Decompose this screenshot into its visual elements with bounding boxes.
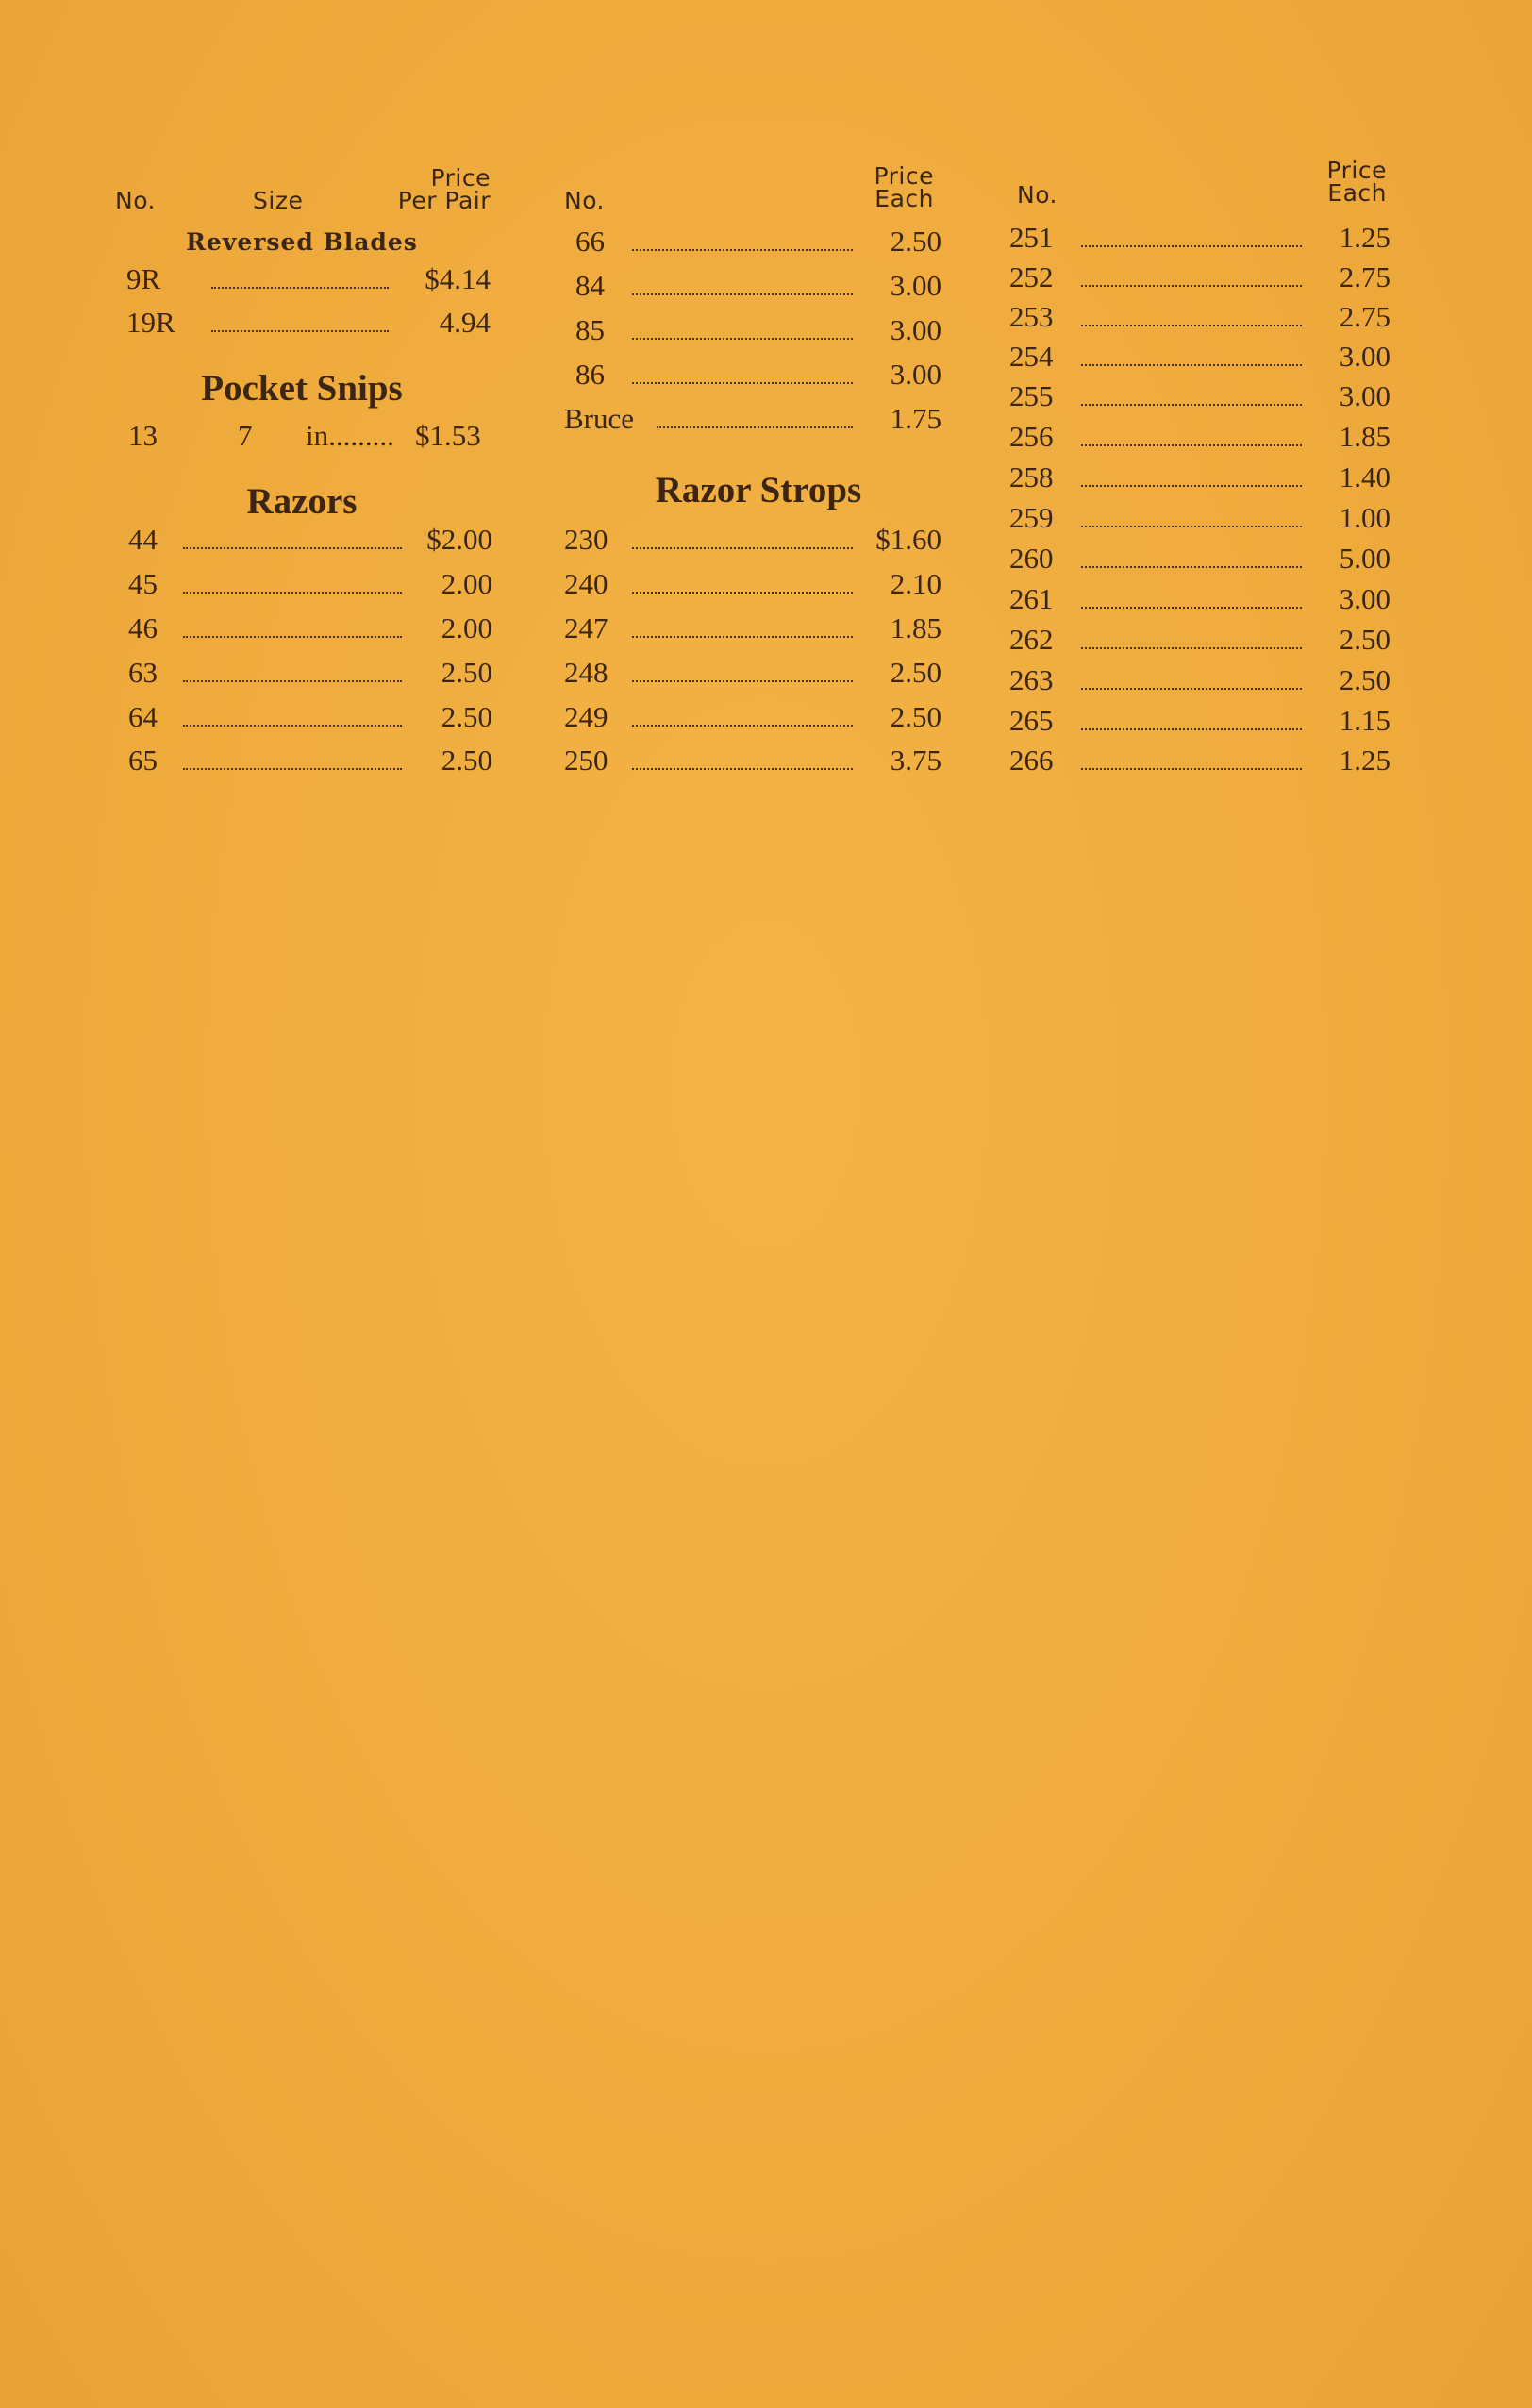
table-row xyxy=(1009,621,1390,659)
leader-dots xyxy=(632,698,853,736)
leader-dots xyxy=(183,742,402,779)
item-number: 63 xyxy=(128,656,158,689)
leader-dots xyxy=(183,654,402,692)
leader-dots xyxy=(632,654,853,692)
item-number: 84 xyxy=(575,269,605,302)
item-price: 1.00 xyxy=(1339,501,1390,534)
header-price-bottom: Each xyxy=(874,185,934,212)
leader-dots xyxy=(632,565,853,603)
item-price: 3.00 xyxy=(1339,582,1390,615)
leader-dots xyxy=(632,267,853,305)
table-row xyxy=(1009,298,1390,336)
item-number: 253 xyxy=(1009,300,1054,333)
item-price: 2.10 xyxy=(890,567,941,600)
leader-dots xyxy=(1081,298,1302,336)
table-row xyxy=(564,698,941,736)
table-row xyxy=(575,311,941,349)
table-row xyxy=(575,356,941,393)
leader-dots xyxy=(1081,661,1302,699)
pocket-snips-number: 13 xyxy=(128,419,158,452)
pocket-snips-size: 7 xyxy=(238,419,253,452)
item-number: 265 xyxy=(1009,704,1054,737)
item-number: 9R xyxy=(126,262,161,295)
item-price: 2.50 xyxy=(1339,623,1390,656)
item-number: 251 xyxy=(1009,221,1054,254)
item-number: Bruce xyxy=(564,402,635,435)
leader-dots xyxy=(1081,219,1302,257)
item-price: 3.75 xyxy=(890,744,941,777)
header-no: No. xyxy=(1017,181,1058,209)
header-price-bottom: Each xyxy=(1327,179,1387,207)
item-price: 3.00 xyxy=(890,358,941,391)
table-row xyxy=(564,400,941,438)
section-title-pocket-snips: Pocket Snips xyxy=(201,368,403,409)
leader-dots xyxy=(657,400,853,438)
item-price: 2.75 xyxy=(1339,300,1390,333)
item-price: 5.00 xyxy=(1339,542,1390,575)
item-price: 2.00 xyxy=(441,567,492,600)
table-row xyxy=(564,742,941,779)
item-number: 249 xyxy=(564,700,608,733)
table-row xyxy=(126,304,491,342)
table-row xyxy=(564,610,941,647)
leader-dots xyxy=(632,521,853,559)
item-price: $4.14 xyxy=(425,262,491,295)
item-price: 2.50 xyxy=(441,700,492,733)
item-price: 2.50 xyxy=(890,225,941,258)
leader-dots xyxy=(1081,499,1302,537)
table-row xyxy=(1009,540,1390,577)
item-price: 1.75 xyxy=(890,402,941,435)
section-title-razor-strops: Razor Strops xyxy=(655,470,862,510)
header-price-top: Price xyxy=(874,162,934,190)
item-price: 1.85 xyxy=(890,611,941,644)
item-number: 247 xyxy=(564,611,608,644)
leader-dots xyxy=(632,742,853,779)
item-number: 66 xyxy=(575,225,605,258)
leader-dots xyxy=(183,698,402,736)
table-row xyxy=(1009,580,1390,618)
leader-dots xyxy=(1081,580,1302,618)
pocket-snips-price: $1.53 xyxy=(415,419,481,452)
leader-dots xyxy=(1081,621,1302,659)
item-price: $2.00 xyxy=(426,523,492,556)
header-price-top: Price xyxy=(430,164,491,192)
item-number: 64 xyxy=(128,700,158,733)
table-row xyxy=(128,654,492,692)
leader-dots xyxy=(632,356,853,393)
leader-dots xyxy=(632,610,853,647)
section-title-razors: Razors xyxy=(246,481,358,522)
table-row xyxy=(1009,418,1390,456)
pocket-snips-unit: in......... xyxy=(306,419,394,452)
leader-dots xyxy=(1081,338,1302,376)
item-number: 260 xyxy=(1009,542,1054,575)
leader-dots xyxy=(1081,259,1302,296)
item-price: 1.25 xyxy=(1339,221,1390,254)
item-number: 19R xyxy=(126,306,175,339)
item-number: 261 xyxy=(1009,582,1054,615)
table-row xyxy=(1009,377,1390,415)
table-row xyxy=(1009,742,1390,779)
item-number: 230 xyxy=(564,523,608,556)
leader-dots xyxy=(632,223,853,260)
item-number: 250 xyxy=(564,744,608,777)
item-price: 3.00 xyxy=(890,269,941,302)
header-no: No. xyxy=(564,187,606,214)
item-price: 2.00 xyxy=(441,611,492,644)
table-row xyxy=(128,565,492,603)
leader-dots xyxy=(183,610,402,647)
table-row xyxy=(575,223,941,260)
item-number: 266 xyxy=(1009,744,1054,777)
item-number: 255 xyxy=(1009,379,1054,412)
item-price: 2.50 xyxy=(441,656,492,689)
item-number: 254 xyxy=(1009,340,1054,373)
item-number: 44 xyxy=(128,523,158,556)
leader-dots xyxy=(183,565,402,603)
leader-dots xyxy=(632,311,853,349)
header-size: Size xyxy=(253,187,304,214)
item-number: 85 xyxy=(575,313,605,346)
leader-dots xyxy=(1081,459,1302,496)
leader-dots xyxy=(1081,418,1302,456)
item-number: 262 xyxy=(1009,623,1054,656)
item-price: 2.50 xyxy=(1339,663,1390,696)
item-price: 2.50 xyxy=(890,656,941,689)
table-row xyxy=(128,610,492,647)
table-row xyxy=(126,260,491,298)
leader-dots xyxy=(1081,702,1302,740)
leader-dots xyxy=(1081,377,1302,415)
item-price: 2.50 xyxy=(890,700,941,733)
item-number: 46 xyxy=(128,611,158,644)
item-number: 86 xyxy=(575,358,605,391)
item-number: 45 xyxy=(128,567,158,600)
table-row xyxy=(1009,499,1390,537)
leader-dots xyxy=(183,521,402,559)
item-number: 259 xyxy=(1009,501,1054,534)
item-number: 252 xyxy=(1009,260,1054,293)
table-row xyxy=(128,698,492,736)
item-number: 65 xyxy=(128,744,158,777)
leader-dots xyxy=(211,260,389,298)
item-price: 1.25 xyxy=(1339,744,1390,777)
item-price: 2.50 xyxy=(441,744,492,777)
table-row xyxy=(1009,338,1390,376)
header-no: No. xyxy=(115,187,157,214)
item-number: 240 xyxy=(564,567,608,600)
item-price: 3.00 xyxy=(890,313,941,346)
leader-dots xyxy=(1081,540,1302,577)
leader-dots xyxy=(1081,742,1302,779)
item-number: 263 xyxy=(1009,663,1054,696)
table-row xyxy=(1009,661,1390,699)
leader-dots xyxy=(211,304,389,342)
item-price: $1.60 xyxy=(875,523,941,556)
item-price: 1.85 xyxy=(1339,420,1390,453)
item-number: 256 xyxy=(1009,420,1054,453)
table-row xyxy=(1009,702,1390,740)
table-row xyxy=(564,565,941,603)
item-price: 1.40 xyxy=(1339,460,1390,493)
table-row xyxy=(1009,459,1390,496)
table-row xyxy=(1009,259,1390,296)
item-price: 2.75 xyxy=(1339,260,1390,293)
table-row xyxy=(564,521,941,559)
item-price: 3.00 xyxy=(1339,379,1390,412)
table-row xyxy=(128,521,492,559)
section-title-reversed-blades: Reversed Blades xyxy=(186,228,418,256)
header-price-top: Price xyxy=(1326,157,1387,184)
header-price-bottom: Per Pair xyxy=(397,187,491,214)
table-row xyxy=(564,654,941,692)
item-price: 4.94 xyxy=(439,306,491,339)
item-number: 248 xyxy=(564,656,608,689)
table-row xyxy=(128,742,492,779)
table-row xyxy=(575,267,941,305)
item-price: 1.15 xyxy=(1339,704,1390,737)
item-number: 258 xyxy=(1009,460,1054,493)
item-price: 3.00 xyxy=(1339,340,1390,373)
table-row xyxy=(1009,219,1390,257)
